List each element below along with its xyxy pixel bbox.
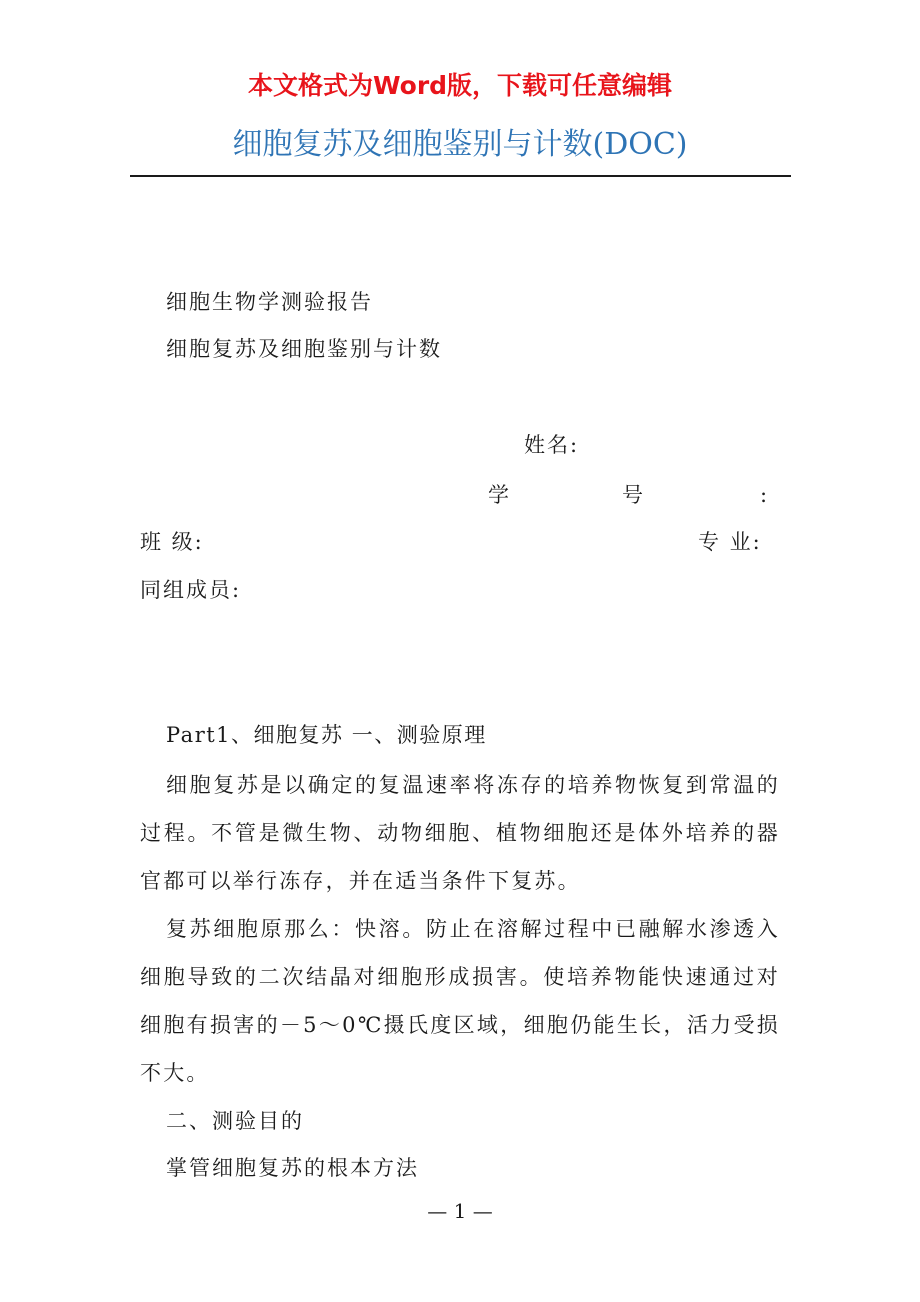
name-field-label: 姓名: — [524, 433, 580, 457]
section-heading-objective: 二、测验目的 — [166, 1109, 304, 1133]
student-id-label-char2: 号 — [622, 483, 643, 507]
class-field-label: 班 级: — [140, 530, 204, 554]
document-title: 细胞复苏及细胞鉴别与计数(DOC) — [232, 127, 688, 162]
objective-text: 掌管细胞复苏的根本方法 — [166, 1156, 419, 1180]
report-type-line: 细胞生物学测验报告 — [166, 290, 373, 314]
section-heading-principle: Part1、细胞复苏 一、测验原理 — [166, 723, 487, 747]
page-number: — 1 — — [427, 1199, 493, 1223]
student-id-label-colon: : — [760, 483, 768, 507]
report-subject-line: 细胞复苏及细胞鉴别与计数 — [166, 337, 442, 361]
major-field-label: 专 业: — [698, 530, 762, 554]
principle-paragraph-2: 复苏细胞原那么：快溶。防止在溶解过程中已融解水渗透入细胞导致的二次结晶对细胞形成损害。使培养物能快速通过对细胞有损害的－5～0℃摄氏度区域，细胞仍能生长，活力受损不大。 — [140, 917, 780, 1085]
principle-paragraph-1: 细胞复苏是以确定的复温速率将冻存的培养物恢复到常温的过程。不管是微生物、动物细胞、植物细胞还是体外培养的器官都可以举行冻存，并在适当条件下复苏。 — [140, 773, 780, 893]
group-members-label: 同组成员: — [140, 578, 242, 602]
title-underline-divider — [130, 175, 791, 177]
format-notice-banner: 本文格式为Word版，下载可任意编辑 — [247, 71, 673, 100]
student-id-label-char1: 学 — [488, 483, 509, 507]
